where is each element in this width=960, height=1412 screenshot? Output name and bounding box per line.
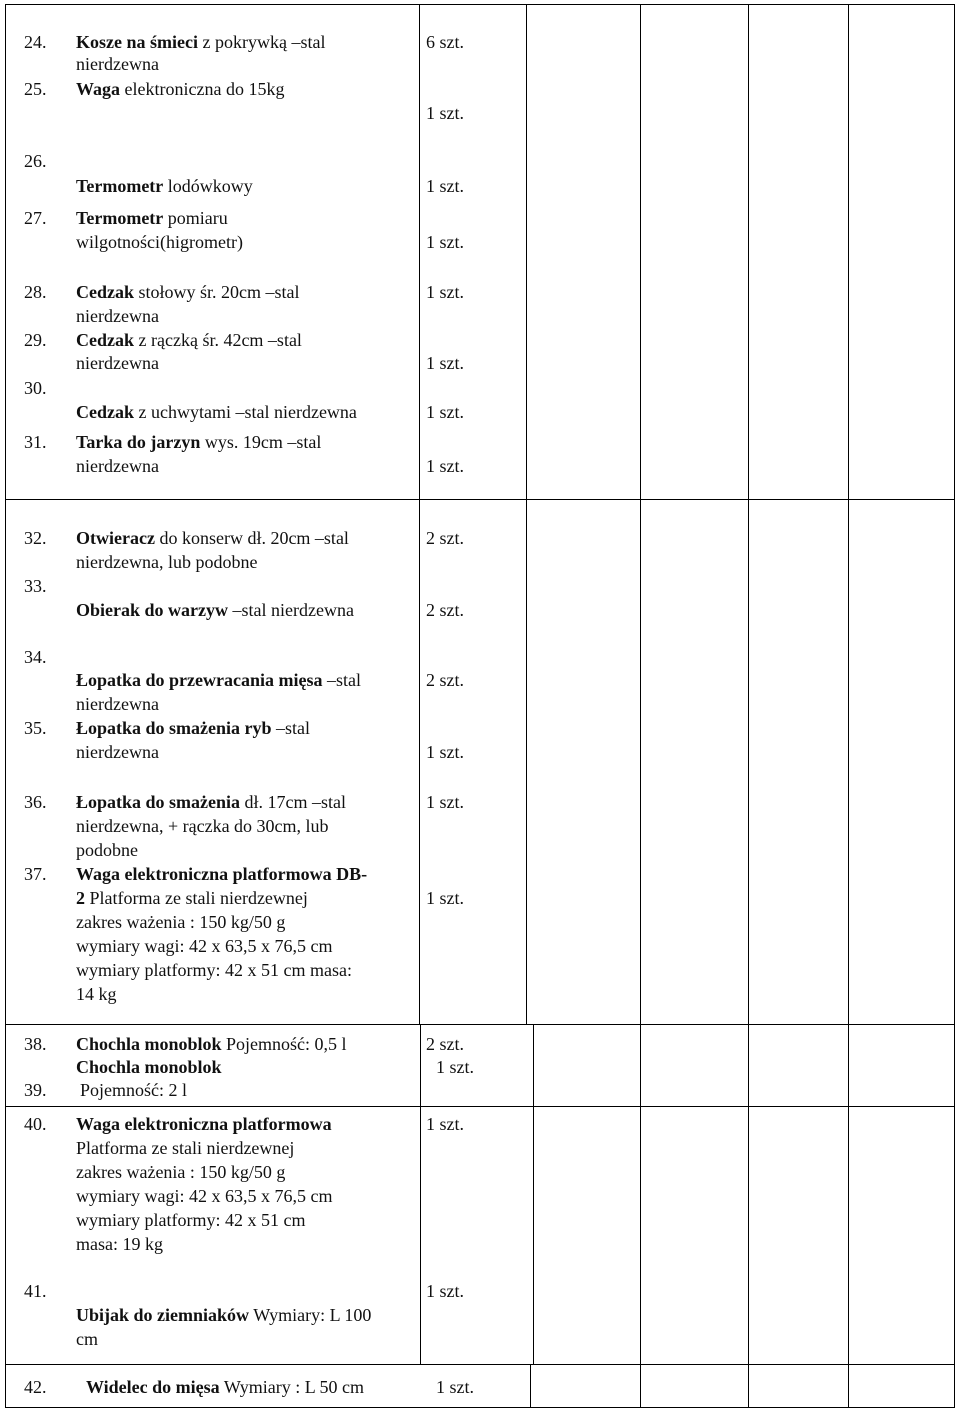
item-name: Kosze na śmieci <box>76 32 198 52</box>
item-detail: Wymiary: L 100 <box>249 1305 372 1325</box>
item-quantity: 1 szt. <box>426 402 464 422</box>
item-quantity: 1 szt. <box>436 1377 474 1397</box>
item-description <box>76 598 354 622</box>
item-description-line: wymiary platformy: 42 x 51 cm <box>76 1210 306 1230</box>
row-number: 42. <box>24 1377 47 1397</box>
item-name: Tarka do jarzyn <box>76 432 201 452</box>
row-divider <box>5 499 955 500</box>
item-description <box>76 430 321 454</box>
item-quantity: 1 szt. <box>426 176 464 196</box>
item-quantity: 2 szt. <box>426 1034 464 1054</box>
row-number: 40. <box>24 1114 47 1134</box>
item-detail: pomiaru <box>163 208 228 228</box>
item-description <box>76 30 325 54</box>
item-detail: stołowy śr. 20cm –stal <box>134 282 300 302</box>
item-detail: do konserw dł. 20cm –stal <box>154 528 349 548</box>
column-divider <box>848 1364 849 1408</box>
row-number: 37. <box>24 864 47 884</box>
item-detail: wys. 19cm –stal <box>200 432 322 452</box>
item-description-line: cm <box>76 1329 98 1349</box>
column-divider <box>419 4 420 1024</box>
item-name: Cedzak <box>76 330 134 350</box>
item-detail: –stal <box>322 670 361 690</box>
item-description <box>76 1303 371 1327</box>
column-divider <box>530 1364 531 1408</box>
row-number: 33. <box>24 576 47 596</box>
table-border-left <box>5 4 6 1408</box>
row-number: 26. <box>24 151 47 171</box>
item-description <box>76 526 349 550</box>
column-divider <box>533 1024 534 1364</box>
item-name-suffix: 2 <box>76 888 85 908</box>
item-description-line: masa: 19 kg <box>76 1234 163 1254</box>
item-quantity: 1 szt. <box>436 1057 474 1077</box>
item-detail: z uchwytami –stal nierdzewna <box>134 402 357 422</box>
row-divider <box>5 1106 955 1107</box>
item-quantity: 1 szt. <box>426 792 464 812</box>
item-name: Obierak do warzyw <box>76 600 228 620</box>
column-divider <box>848 1024 849 1364</box>
row-number: 25. <box>24 79 47 99</box>
item-description-line: Pojemność: 2 l <box>80 1080 187 1100</box>
item-description-line: wilgotności(higrometr) <box>76 232 243 252</box>
item-detail: elektroniczna do 15kg <box>120 79 285 99</box>
item-name: Chochla monoblok <box>76 1034 222 1054</box>
item-name: Chochla monoblok <box>76 1057 222 1077</box>
row-number: 30. <box>24 378 47 398</box>
item-detail: Wymiary : L 50 cm <box>219 1377 365 1397</box>
item-detail: z pokrywką –stal <box>197 32 326 52</box>
item-description-line: nierdzewna <box>76 456 159 476</box>
item-detail: Pojemność: 0,5 l <box>221 1034 347 1054</box>
item-description-line: Platforma ze stali nierdzewnej <box>76 1138 295 1158</box>
column-divider <box>526 4 527 1024</box>
item-detail: Platforma ze stali nierdzewnej <box>85 888 308 908</box>
item-description <box>76 174 253 198</box>
row-number: 41. <box>24 1281 47 1301</box>
row-number: 38. <box>24 1034 47 1054</box>
item-quantity: 2 szt. <box>426 528 464 548</box>
item-description <box>76 1032 347 1056</box>
item-description <box>76 280 300 304</box>
column-divider <box>640 1024 641 1364</box>
table-border-right <box>954 4 955 1408</box>
item-name: Ubijak do ziemniaków <box>76 1305 250 1325</box>
item-description-line: wymiary platformy: 42 x 51 cm masa: <box>76 960 352 980</box>
item-description-line: 14 kg <box>76 984 117 1004</box>
item-quantity: 1 szt. <box>426 888 464 908</box>
item-detail: –stal nierdzewna <box>228 600 354 620</box>
item-name: Waga elektroniczna platformowa DB- <box>76 864 368 884</box>
row-number: 28. <box>24 282 47 302</box>
item-description-line <box>76 886 308 910</box>
item-description <box>86 1375 364 1399</box>
item-description <box>76 862 367 886</box>
table-border-top <box>5 4 955 5</box>
row-number: 27. <box>24 208 47 228</box>
item-name: Termometr <box>76 208 164 228</box>
row-number: 39. <box>24 1080 47 1100</box>
item-quantity: 1 szt. <box>426 1281 464 1301</box>
row-number: 32. <box>24 528 47 548</box>
item-description-line: nierdzewna, + rączka do 30cm, lub <box>76 816 329 836</box>
row-number: 31. <box>24 432 47 452</box>
row-number: 36. <box>24 792 47 812</box>
item-name: Waga elektroniczna platformowa <box>76 1114 332 1134</box>
item-quantity: 1 szt. <box>426 742 464 762</box>
item-description <box>76 206 228 230</box>
row-number: 35. <box>24 718 47 738</box>
column-divider <box>748 1364 749 1408</box>
column-divider <box>848 4 849 1024</box>
item-description-line: zakres ważenia : 150 kg/50 g <box>76 912 286 932</box>
item-name: Cedzak <box>76 282 134 302</box>
item-description <box>76 328 302 352</box>
item-name: Otwieracz <box>76 528 155 548</box>
column-divider <box>640 4 641 1024</box>
item-quantity: 2 szt. <box>426 670 464 690</box>
item-quantity: 1 szt. <box>426 456 464 476</box>
item-description <box>76 716 310 740</box>
item-name: Łopatka do przewracania mięsa <box>76 670 323 690</box>
table-border-bottom <box>5 1407 955 1408</box>
item-name: Cedzak <box>76 402 134 422</box>
row-number: 29. <box>24 330 47 350</box>
item-quantity: 1 szt. <box>426 232 464 252</box>
item-description <box>76 400 357 424</box>
item-description-line: zakres ważenia : 150 kg/50 g <box>76 1162 286 1182</box>
item-quantity: 2 szt. <box>426 600 464 620</box>
item-name: Łopatka do smażenia <box>76 792 241 812</box>
item-name: Termometr <box>76 176 164 196</box>
row-divider <box>5 1364 955 1365</box>
item-description-line: podobne <box>76 840 138 860</box>
item-quantity: 1 szt. <box>426 1114 464 1134</box>
item-description <box>76 1112 332 1136</box>
row-number: 34. <box>24 647 47 667</box>
item-detail: lodówkowy <box>163 176 253 196</box>
column-divider <box>420 1024 421 1364</box>
column-divider <box>640 1364 641 1408</box>
item-description-line: nierdzewna <box>76 694 159 714</box>
item-description <box>76 1055 222 1079</box>
item-description <box>76 790 346 814</box>
column-divider <box>748 4 749 1024</box>
item-detail: dł. 17cm –stal <box>240 792 347 812</box>
item-name: Łopatka do smażenia ryb <box>76 718 272 738</box>
row-number: 24. <box>24 32 47 52</box>
item-description-line: nierdzewna <box>76 54 159 74</box>
item-name: Waga <box>76 79 121 99</box>
item-name: Widelec do mięsa <box>86 1377 220 1397</box>
item-description-line: wymiary wagi: 42 x 63,5 x 76,5 cm <box>76 1186 333 1206</box>
column-divider <box>748 1024 749 1364</box>
row-divider <box>5 1024 955 1025</box>
item-description-line: nierdzewna <box>76 742 159 762</box>
item-quantity: 6 szt. <box>426 32 464 52</box>
item-quantity: 1 szt. <box>426 353 464 373</box>
item-description-line: wymiary wagi: 42 x 63,5 x 76,5 cm <box>76 936 333 956</box>
item-quantity: 1 szt. <box>426 282 464 302</box>
item-description <box>76 77 284 101</box>
item-description-line: nierdzewna <box>76 306 159 326</box>
item-detail: –stal <box>271 718 311 738</box>
item-detail: z rączką śr. 42cm –stal <box>134 330 302 350</box>
item-quantity: 1 szt. <box>426 103 464 123</box>
item-description-line: nierdzewna, lub podobne <box>76 552 258 572</box>
item-description-line: nierdzewna <box>76 353 159 373</box>
item-description <box>76 668 361 692</box>
